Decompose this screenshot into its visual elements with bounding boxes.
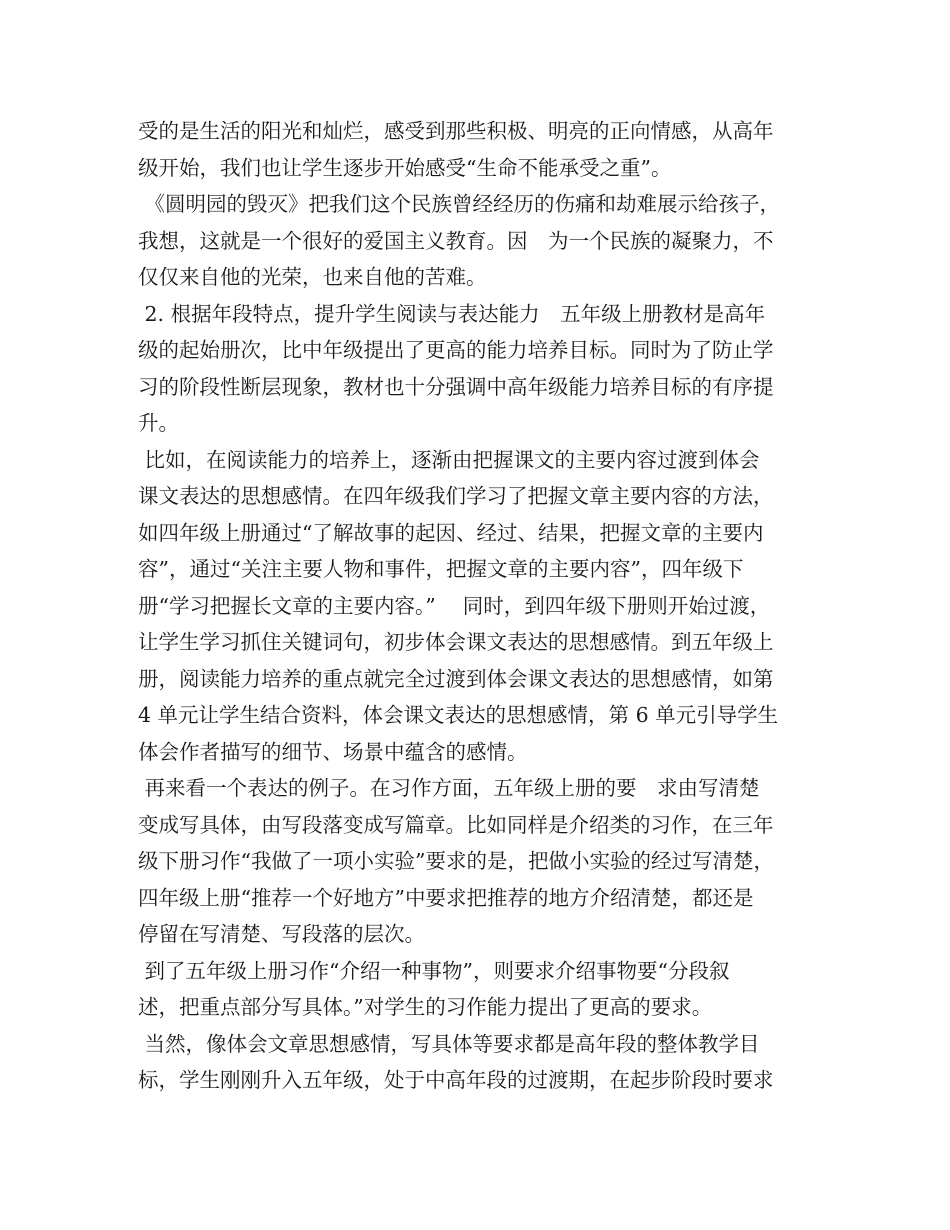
text-line: 《圆明园的毁灭》把我们这个民族曾经经历的伤痛和劫难展示给孩子， <box>138 192 781 216</box>
text-line: 变成写具体，由写段落变成写篇章。比如同样是介绍类的习作，在三年 <box>138 812 774 837</box>
text-line: 让学生学习抓住关键词句，初步体会课文表达的思想感情。到五年级上 <box>138 630 774 654</box>
text-line: 停留在写清楚、写段落的层次。 <box>138 922 425 946</box>
text-line: 体会作者描写的细节、场景中蕴含的感情。 <box>138 739 528 764</box>
text-line: 级的起始册次，比中年级提出了更高的能力培养目标。同时为了防止学 <box>138 338 774 362</box>
text-line: 标，学生刚刚升入五年级，处于中高年段的过渡期，在起步阶段时要求 <box>138 1068 774 1092</box>
text-line: 习的阶段性断层现象，教材也十分强调中高年级能力培养目标的有序提 <box>138 374 774 399</box>
text-line: 级下册习作“我做了一项小实验”要求的是，把做小实验的经过写清楚， <box>138 849 774 873</box>
text-line: 到了五年级上册习作“介绍一种事物”，则要求介绍事物要“分段叙 <box>138 958 730 983</box>
text-line: 述，把重点部分写具体。”对学生的习作能力提出了更高的要求。 <box>138 995 713 1019</box>
text-line: 比如，在阅读能力的培养上，逐渐由把握课文的主要内容过渡到体会 <box>138 447 760 472</box>
text-line: 仅仅来自他的光荣，也来自他的苦难。 <box>138 265 487 289</box>
text-line: 4 单元让学生结合资料，体会课文表达的思想感情，第 6 单元引导学生 <box>138 703 779 727</box>
text-line: 课文表达的思想感情。在四年级我们学习了把握文章主要内容的方法， <box>138 484 774 508</box>
text-line: 升。 <box>138 411 179 435</box>
text-line: 我想，这就是一个很好的爱国主义教育。因 为一个民族的凝聚力，不 <box>138 228 774 253</box>
text-line: 受的是生活的阳光和灿烂，感受到那些积极、明亮的正向情感，从高年 <box>138 119 774 143</box>
text-line: 册“学习把握长文章的主要内容。” 同时，到四年级下册则开始过渡， <box>138 593 771 618</box>
body-text <box>138 113 838 1099</box>
text-line: 2. 根据年段特点，提升学生阅读与表达能力 五年级上册教材是高年 <box>138 301 766 326</box>
text-line: 再来看一个表达的例子。在习作方面，五年级上册的要 求由写清楚 <box>138 776 760 800</box>
text-line: 四年级上册“推荐一个好地方”中要求把推荐的地方介绍清楚，都还是 <box>138 885 754 910</box>
text-line: 如四年级上册通过“了解故事的起因、经过、结果，把握文章的主要内 <box>138 520 764 545</box>
text-line: 级开始，我们也让学生逐步开始感受“生命不能承受之重”。 <box>138 155 672 180</box>
text-line: 容”，通过“关注主要人物和事件，把握文章的主要内容”，四年级下 <box>138 557 744 581</box>
text-line: 册，阅读能力培养的重点就完全过渡到体会课文表达的思想感情，如第 <box>138 666 774 691</box>
text-line: 当然，像体会文章思想感情，写具体等要求都是高年段的整体教学目 <box>138 1031 760 1056</box>
